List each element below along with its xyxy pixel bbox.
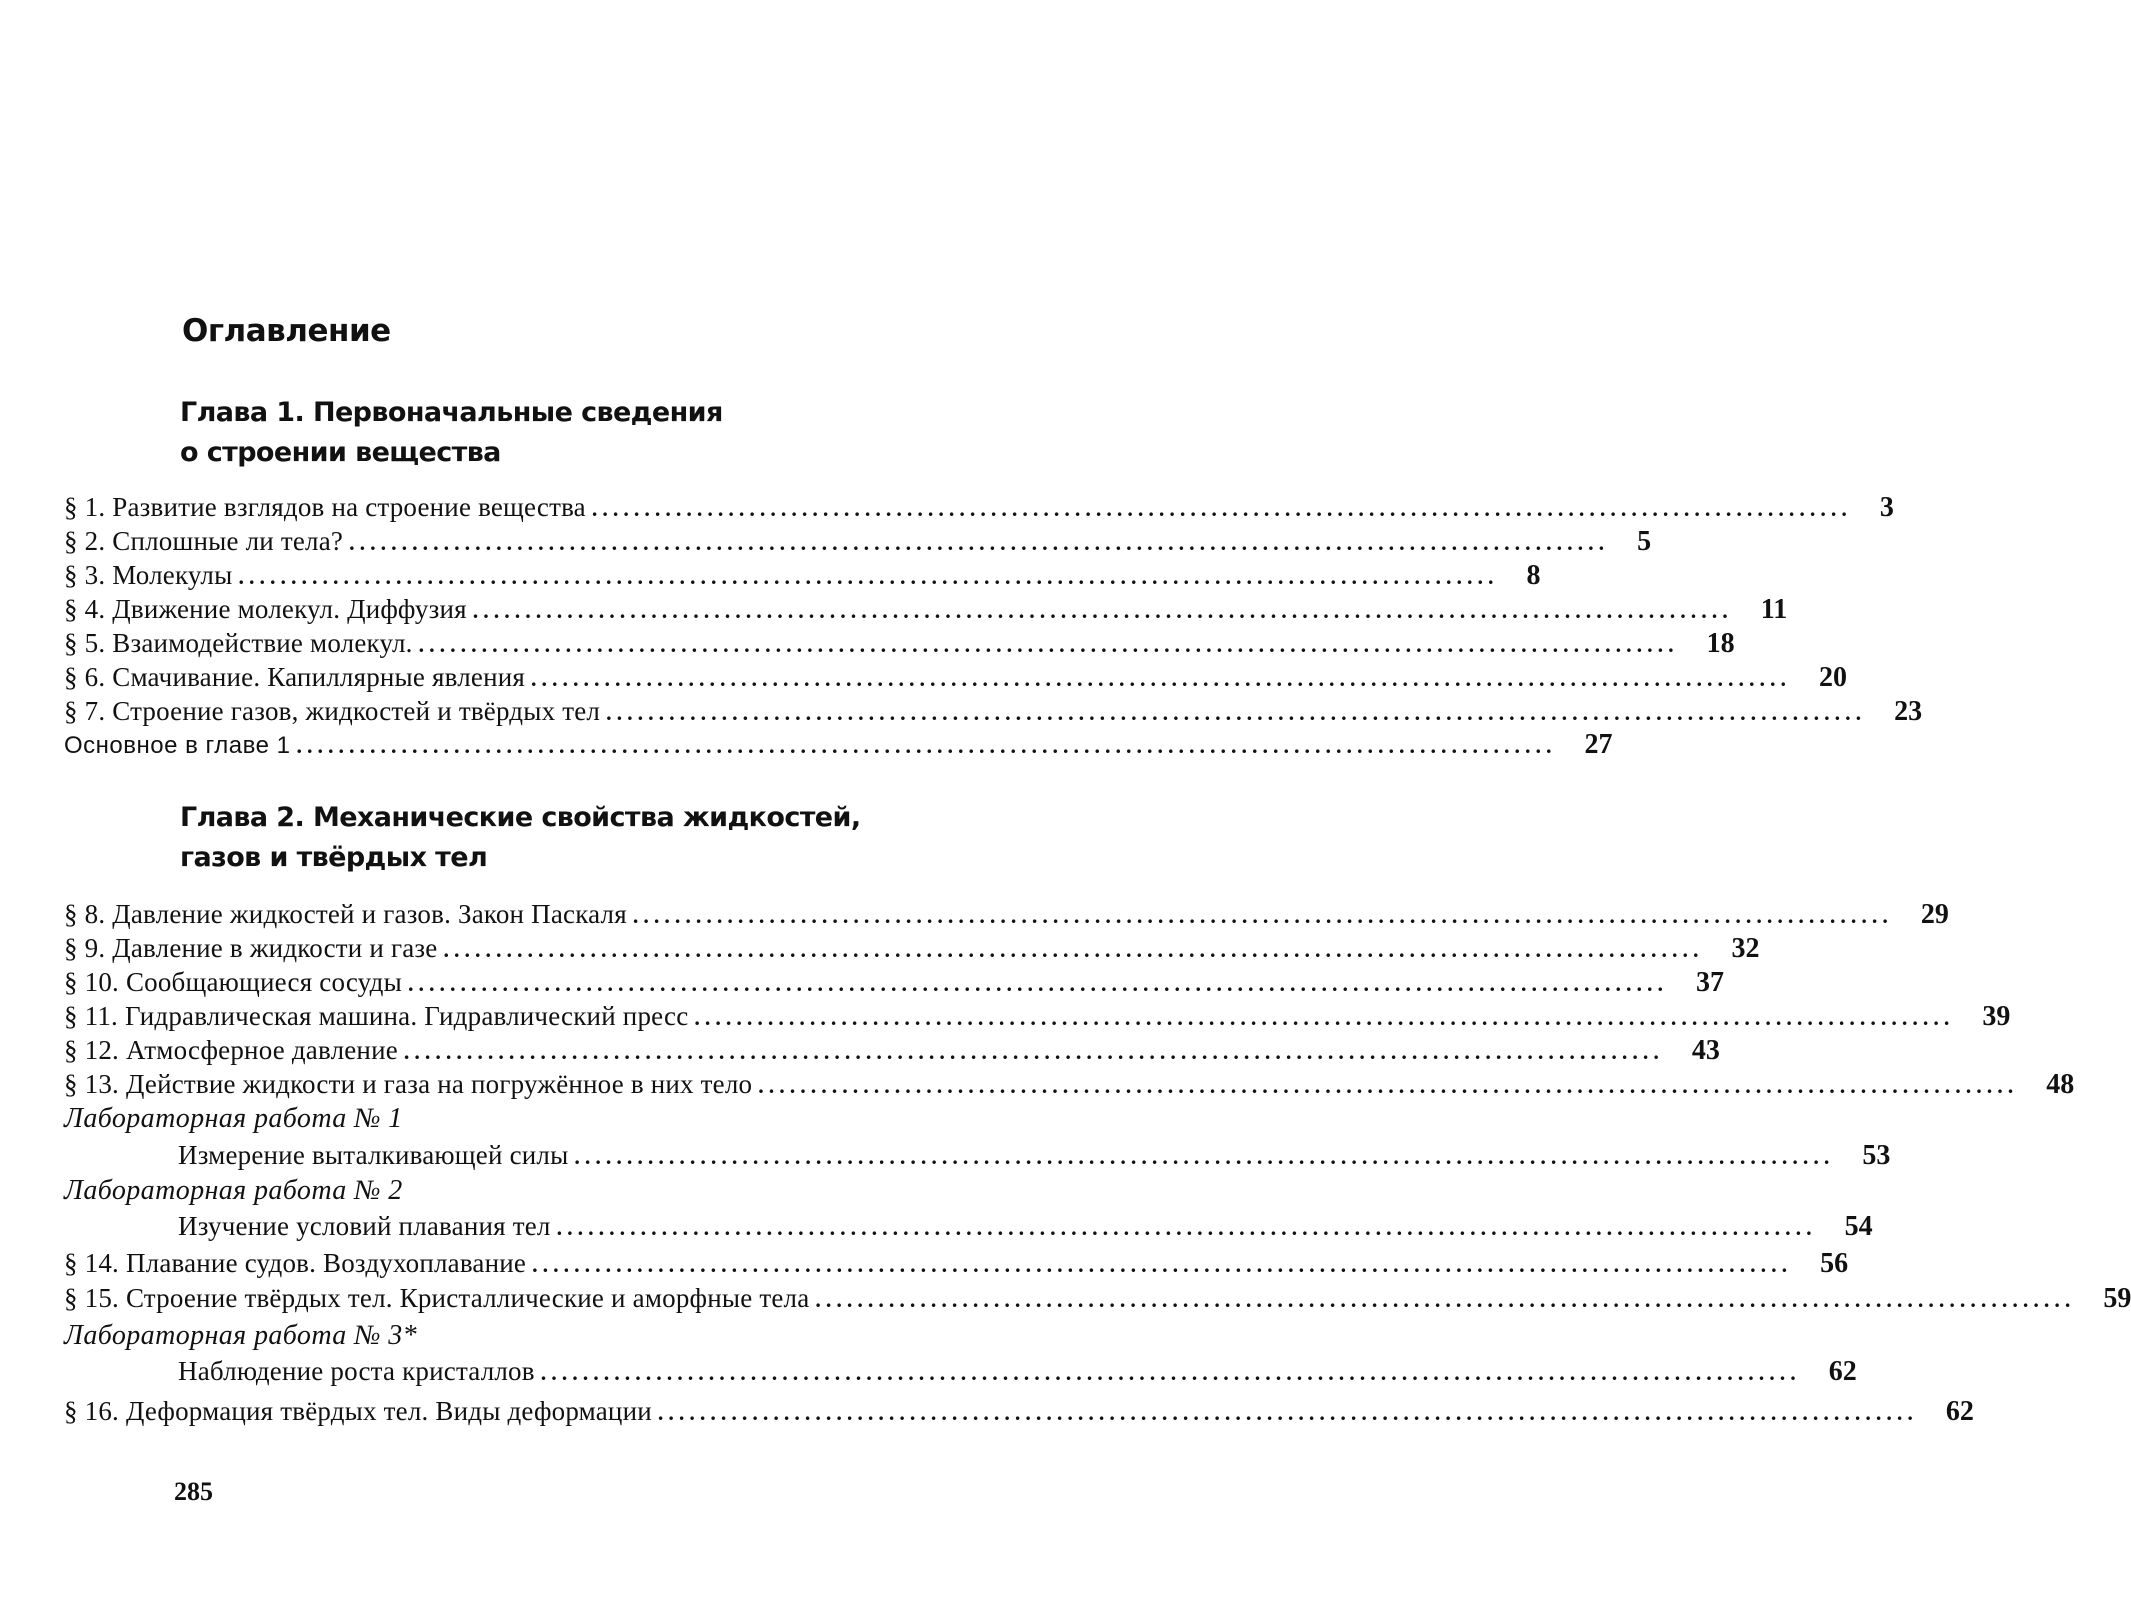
toc-entry[interactable] [64, 490, 1894, 524]
toc-entry[interactable] [64, 1246, 1849, 1280]
toc-entry-label: § 16. Деформация твёрдых тел. Виды деформации [64, 1396, 652, 1426]
toc-entry-label: § 15. Строение твёрдых тел. Кристаллические и аморфные тела [64, 1283, 810, 1313]
toc-page-number: 54 [1844, 1211, 1873, 1242]
toc-page-number: 20 [1819, 662, 1848, 693]
dot-leader: ........................................................................................................................ [574, 1144, 1835, 1169]
toc-page-number: 32 [1731, 933, 1760, 964]
chapter-title-line-2: о строении вещества [180, 437, 501, 468]
dot-leader: ........................................................................................................................ [531, 666, 1792, 691]
lab-work-title: Лабораторная работа № 2 [64, 1175, 403, 1206]
toc-entry[interactable] [64, 728, 1613, 762]
toc-entry-label: § 3. Молекулы [64, 560, 233, 590]
toc-entry[interactable] [64, 660, 1848, 694]
dot-leader: ........................................................................................................................ [443, 937, 1704, 962]
dot-leader: ........................................................................................................................ [532, 1252, 1793, 1277]
toc-page-number: 5 [1637, 526, 1652, 557]
toc-entry[interactable] [64, 965, 1724, 999]
toc-entry-label: § 5. Взаимодействие молекул. [64, 628, 413, 658]
chapter-1-heading [180, 393, 723, 473]
chapter-title-line-2: газов и твёрдых тел [180, 842, 488, 873]
toc-page-number: 3 [1879, 492, 1894, 523]
toc-entry-label: § 4. Движение молекул. Диффузия [64, 594, 467, 624]
toc-page-number: 29 [1920, 899, 1949, 930]
toc-page-number: 8 [1526, 560, 1541, 591]
toc-page-number: 48 [2046, 1069, 2075, 1100]
toc-entry[interactable] [64, 931, 1760, 965]
toc-page-number: 59 [2103, 1283, 2131, 1314]
toc-page-number: 62 [1945, 1396, 1974, 1427]
toc-entry-label: § 7. Строение газов, жидкостей и твёрдых тел [64, 696, 601, 726]
toc-entry-label: Измерение выталкивающей силы [178, 1140, 569, 1170]
toc-entry-label: § 14. Плавание судов. Воздухоплавание [64, 1248, 527, 1278]
toc-entry[interactable] [64, 1138, 1891, 1172]
toc-page-number: 53 [1862, 1140, 1891, 1171]
lab-work-title: Лабораторная работа № 3* [64, 1320, 418, 1351]
toc-entry[interactable] [64, 626, 1735, 660]
toc-page-number: 43 [1691, 1035, 1720, 1066]
dot-leader: ........................................................................................................................ [815, 1287, 2076, 1312]
toc-entry[interactable] [64, 558, 1541, 592]
dot-leader: ........................................................................................................................ [657, 1400, 1918, 1425]
toc-entry-label: § 9. Давление в жидкости и газе [64, 933, 438, 963]
toc-entry[interactable] [64, 1067, 2075, 1101]
chapter-2-heading [180, 798, 860, 878]
toc-entry-label: Наблюдение роста кристаллов [178, 1356, 535, 1386]
toc-entry[interactable] [64, 592, 1788, 626]
toc-entry-label: Изучение условий плавания тел [178, 1211, 551, 1241]
dot-leader: ........................................................................................................................ [418, 632, 1679, 657]
lab-work-title: Лабораторная работа № 1 [64, 1103, 403, 1134]
toc-entry-label: § 1. Развитие взглядов на строение вещества [64, 492, 586, 522]
page-number: 285 [174, 1477, 213, 1506]
toc-entry-label: Основное в главе 1 [64, 732, 291, 759]
toc-page-number: 56 [1820, 1248, 1849, 1279]
toc-entry[interactable] [64, 897, 1949, 931]
toc-entry[interactable] [64, 694, 1923, 728]
toc-entry-label: § 11. Гидравлическая машина. Гидравлический пресс [64, 1001, 689, 1031]
toc-entry-label: § 10. Сообщающиеся сосуды [64, 967, 402, 997]
toc-page-number: 39 [1982, 1001, 2011, 1032]
dot-leader: ........................................................................................................................ [606, 700, 1867, 725]
toc-entry[interactable] [64, 1394, 1974, 1428]
dot-leader: ........................................................................................................................ [407, 971, 1668, 996]
dot-leader: ........................................................................................................................ [632, 903, 1893, 928]
toc-entry[interactable] [64, 999, 2011, 1033]
toc-entry-label: § 12. Атмосферное давление [64, 1035, 398, 1065]
dot-leader: ........................................................................................................................ [694, 1005, 1955, 1030]
toc-entry[interactable] [64, 1354, 1857, 1388]
chapter-title-line-1: Глава 1. Первоначальные сведения [180, 397, 723, 428]
toc-entry-label: § 8. Давление жидкостей и газов. Закон Паскаля [64, 899, 627, 929]
dot-leader: ........................................................................................................................ [556, 1215, 1817, 1240]
chapter-title-line-1: Глава 2. Механические свойства жидкостей, [180, 802, 861, 833]
toc-page-number: 37 [1695, 967, 1724, 998]
toc-entry-label: § 13. Действие жидкости и газа на погружённое в них тело [64, 1069, 753, 1099]
toc-entry[interactable] [64, 524, 1652, 558]
dot-leader: ........................................................................................................................ [296, 733, 1557, 758]
toc-page-number: 27 [1584, 729, 1613, 760]
page-title: Оглавление [182, 313, 391, 349]
dot-leader: ........................................................................................................................ [472, 598, 1733, 623]
dot-leader: ........................................................................................................................ [238, 564, 1499, 589]
toc-page-number: 11 [1760, 594, 1788, 625]
dot-leader: ........................................................................................................................ [349, 530, 1610, 555]
toc-entry[interactable] [64, 1281, 2131, 1315]
dot-leader: ........................................................................................................................ [540, 1360, 1801, 1385]
dot-leader: ........................................................................................................................ [758, 1073, 2019, 1098]
dot-leader: ........................................................................................................................ [403, 1039, 1664, 1064]
toc-page-number: 23 [1894, 696, 1923, 727]
toc-entry-label: § 6. Смачивание. Капиллярные явления [64, 662, 526, 692]
toc-entry[interactable] [64, 1209, 1873, 1243]
toc-page-number: 18 [1706, 628, 1735, 659]
dot-leader: ........................................................................................................................ [591, 496, 1852, 521]
toc-entry[interactable] [64, 1033, 1720, 1067]
toc-page-number: 62 [1828, 1356, 1857, 1387]
toc-entry-label: § 2. Сплошные ли тела? [64, 526, 344, 556]
